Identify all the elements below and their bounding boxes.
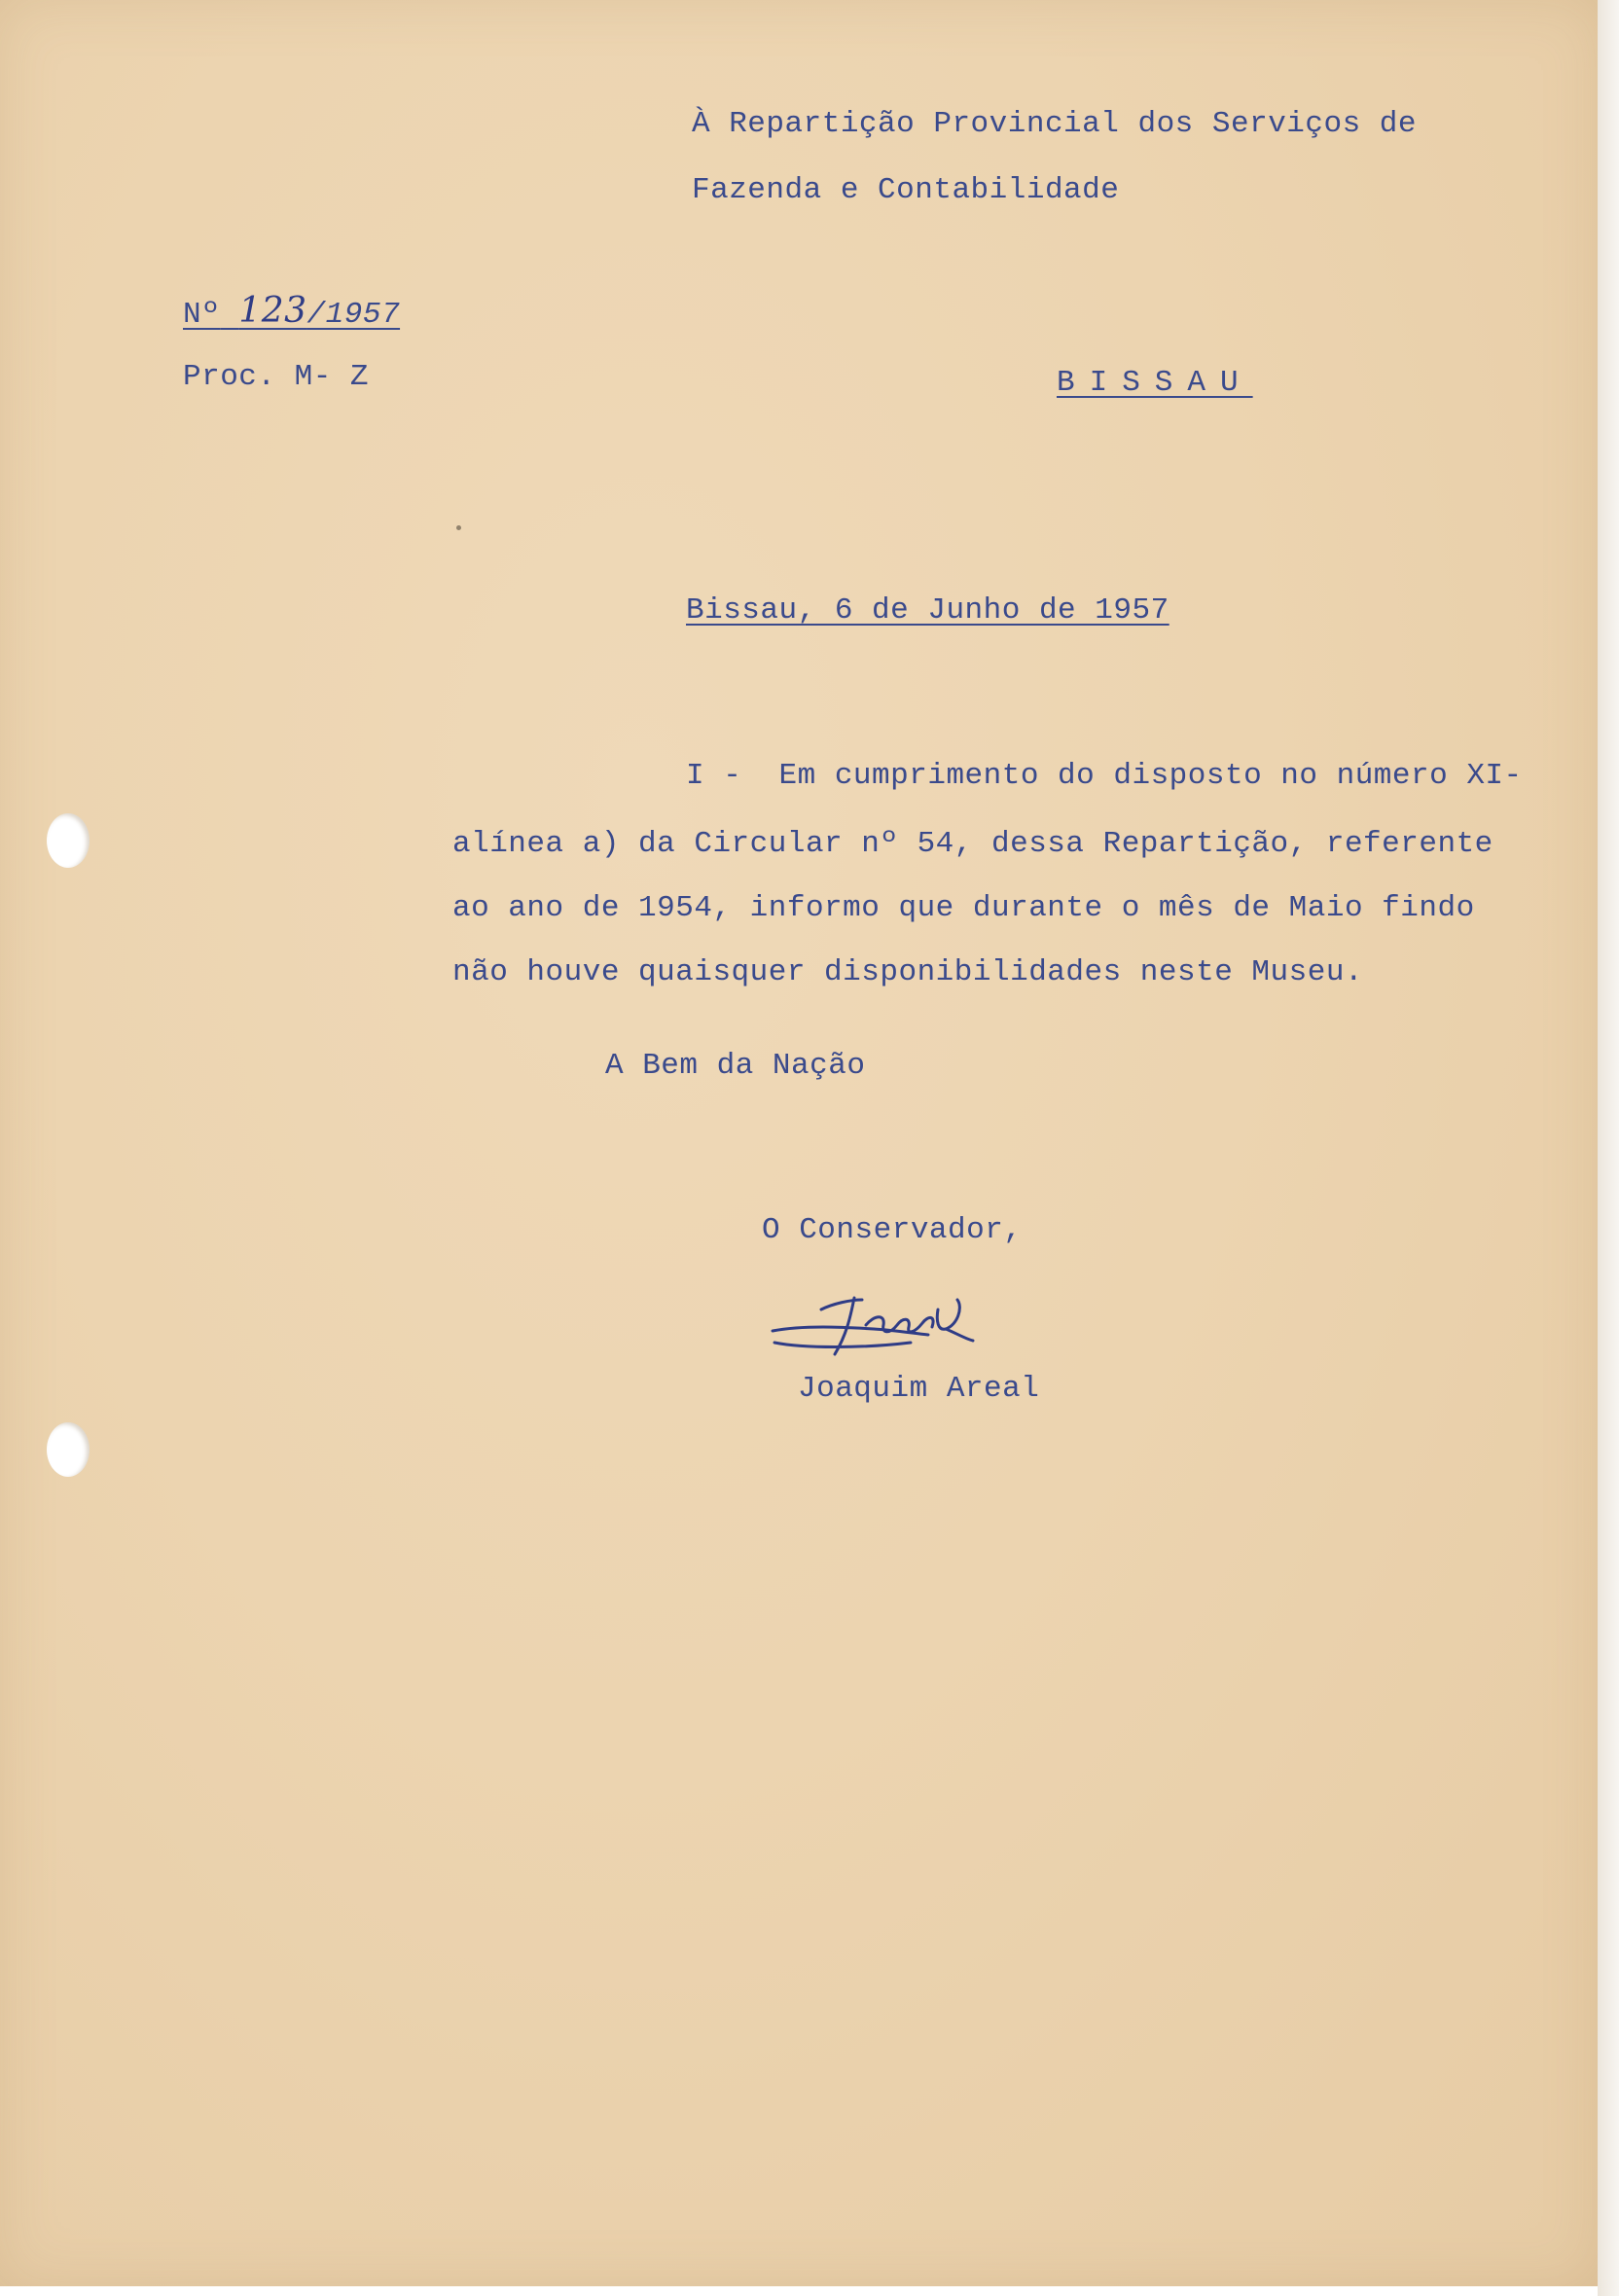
reference-number xyxy=(183,291,401,332)
letter-date: Bissau, 6 de Junho de 1957 xyxy=(686,593,1169,628)
punch-hole-bottom xyxy=(47,1422,90,1477)
body-line-2: alínea a) da Circular nº 54, dessa Repartição, referente xyxy=(452,827,1493,861)
closing-title: O Conservador, xyxy=(762,1213,1023,1247)
salutation: A Bem da Nação xyxy=(605,1049,866,1083)
addressee-line-2: Fazenda e Contabilidade xyxy=(692,173,1120,207)
process-reference: Proc. M- Z xyxy=(183,360,370,394)
city-heading: BISSAU xyxy=(1057,366,1253,400)
reference-year: /1957 xyxy=(306,298,401,332)
signature-stroke xyxy=(773,1298,973,1354)
addressee-line-1: À Repartição Provincial dos Serviços de xyxy=(692,107,1418,141)
body-line-4: não houve quaisquer disponibilidades neste Museu. xyxy=(452,955,1364,989)
reference-handwritten-number: 123 xyxy=(238,291,307,331)
body-line-3: ao ano de 1954, informo que durante o mês de Maio findo xyxy=(452,891,1475,925)
paper-speck xyxy=(456,525,461,530)
page-edge xyxy=(1598,0,1619,2296)
body-line-1: I - Em cumprimento do disposto no número XI- xyxy=(686,759,1523,793)
punch-hole-top xyxy=(47,813,90,868)
signatory-name: Joaquim Areal xyxy=(798,1372,1040,1406)
signature xyxy=(765,1271,1037,1387)
reference-prefix: Nº xyxy=(183,298,221,332)
